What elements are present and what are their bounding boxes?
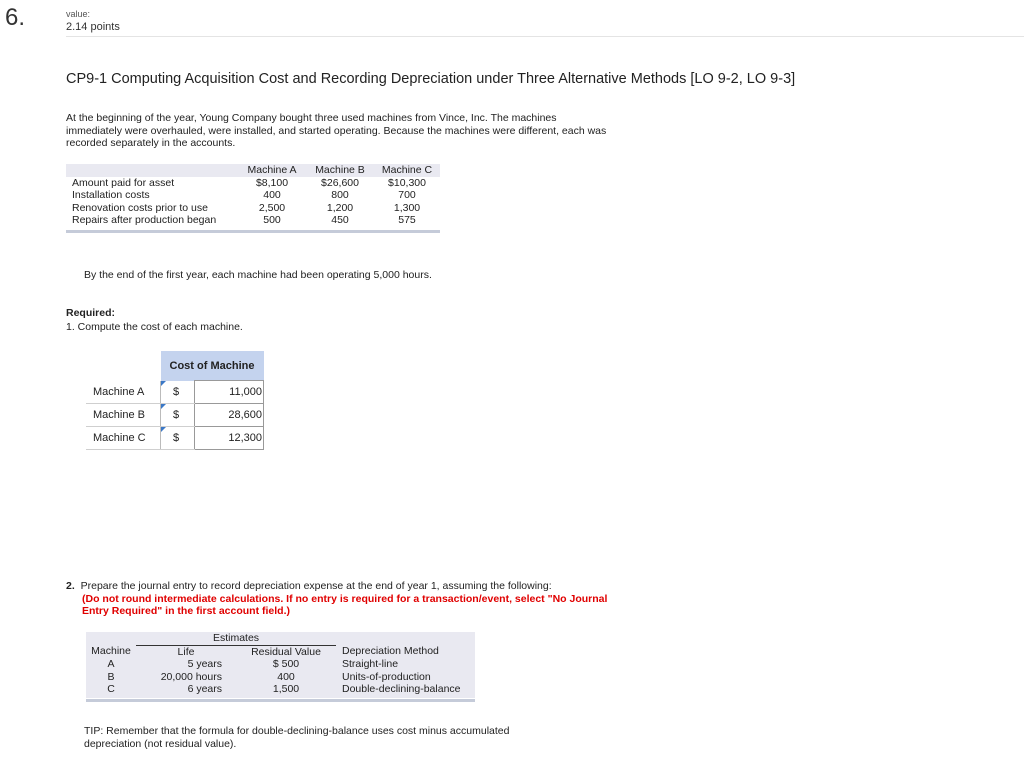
machine-letter: C	[107, 683, 115, 695]
cell-value: $26,600	[321, 176, 359, 189]
problem-intro: At the beginning of the year, Young Company bought three used machines from Vince, Inc. The machines immediately were overhauled, were installed, and started operating. Because the machines were different, each was recorded separately in the accounts.	[66, 112, 607, 149]
machine-name: Machine A	[86, 381, 161, 404]
machine-name: Machine B	[86, 404, 161, 427]
cell-value: $10,300	[388, 176, 426, 189]
table-row	[86, 683, 475, 696]
table-row	[86, 427, 264, 450]
cell-value: $8,100	[255, 176, 289, 189]
estimates-table	[86, 632, 475, 696]
cell-value: 1,300	[393, 201, 421, 214]
row-label: Amount paid for asset	[72, 176, 175, 189]
header-depreciation-method: Depreciation Method	[342, 645, 439, 658]
currency-symbol: $	[161, 404, 195, 427]
row-label: Installation costs	[72, 189, 150, 201]
machine-name: Machine C	[86, 427, 161, 450]
table-row	[66, 202, 440, 215]
machine-a-cost-input[interactable]: 11,000	[195, 381, 264, 404]
depreciation-method: Units-of-production	[342, 670, 431, 683]
depreciation-method: Double-declining-balance	[342, 683, 461, 695]
required-1-text: 1. Compute the cost of each machine.	[66, 321, 243, 333]
table-row	[66, 214, 440, 227]
question-2-text: Prepare the journal entry to record depreciation expense at the end of year 1, assuming the following:	[80, 580, 552, 592]
cell-value: 575	[398, 214, 416, 226]
cell-value: 2,500	[258, 201, 286, 214]
cell-value: 1,200	[326, 201, 354, 214]
est-group-blank	[336, 632, 475, 645]
estimates-table-bottom-rule	[86, 699, 475, 702]
table-row	[86, 658, 475, 671]
points-value: 2.14 points	[66, 21, 120, 33]
tip-text: TIP: Remember that the formula for double-declining-balance uses cost minus accumulated depreciation (not residual value).	[84, 725, 510, 750]
table-row	[66, 177, 440, 190]
table-row	[66, 189, 440, 202]
problem-title: CP9-1 Computing Acquisition Cost and Recording Depreciation under Three Alternative Methods [LO 9-2, LO 9-3]	[66, 71, 796, 87]
costs-table-bottom-rule	[66, 230, 440, 233]
row-label: Renovation costs prior to use	[72, 201, 208, 214]
header-machine: Machine	[91, 645, 131, 658]
depreciation-method: Straight-line	[342, 658, 399, 670]
cost-of-machine-table	[86, 351, 264, 450]
machine-b-cost-input[interactable]: 28,600	[195, 404, 264, 427]
est-group-blank	[86, 632, 136, 645]
question-number: 6.	[5, 4, 26, 31]
life-value: 5 years	[187, 658, 222, 670]
table-row	[86, 404, 264, 427]
costs-header-machine-c: Machine C	[381, 164, 433, 176]
cell-value: 800	[331, 189, 349, 201]
residual-value: 400	[277, 670, 295, 683]
value-label: value:	[66, 9, 91, 19]
currency-symbol: $	[161, 381, 195, 404]
costs-header-machine-b: Machine B	[315, 164, 365, 176]
life-value: 6 years	[187, 683, 222, 695]
row-label: Repairs after production began	[72, 214, 217, 226]
header-life: Life	[177, 645, 195, 658]
cell-value: 400	[263, 189, 281, 201]
estimates-group-header: Estimates	[136, 632, 336, 645]
machine-letter: A	[107, 658, 115, 670]
costs-header-blank	[66, 164, 238, 177]
life-value: 20,000 hours	[160, 670, 222, 683]
cell-value: 700	[398, 189, 416, 201]
operating-hours-note: By the end of the first year, each machine had been operating 5,000 hours.	[84, 269, 432, 281]
currency-symbol: $	[161, 427, 195, 450]
cell-value: 450	[331, 214, 349, 226]
table-row	[86, 381, 264, 404]
machine-costs-table	[66, 164, 440, 227]
cell-value: 500	[263, 214, 281, 226]
residual-value: 1,500	[272, 683, 300, 695]
cost-header-blank	[86, 351, 161, 381]
residual-value: $ 500	[272, 658, 300, 670]
required-heading: Required:	[66, 307, 116, 319]
table-row	[86, 671, 475, 684]
machine-letter: B	[107, 670, 115, 683]
header-divider	[66, 36, 1024, 37]
question-2-number: 2.	[66, 580, 75, 592]
header-residual-value: Residual Value	[251, 645, 321, 658]
costs-header-machine-a: Machine A	[247, 164, 297, 176]
question-2-instruction: (Do not round intermediate calculations. If no entry is required for a transaction/event, select "No Journal Entry Required" in the first account field.)	[82, 592, 608, 617]
question-2	[66, 580, 626, 618]
cost-of-machine-header: Cost of Machine	[161, 351, 264, 381]
machine-c-cost-input[interactable]: 12,300	[195, 427, 264, 450]
